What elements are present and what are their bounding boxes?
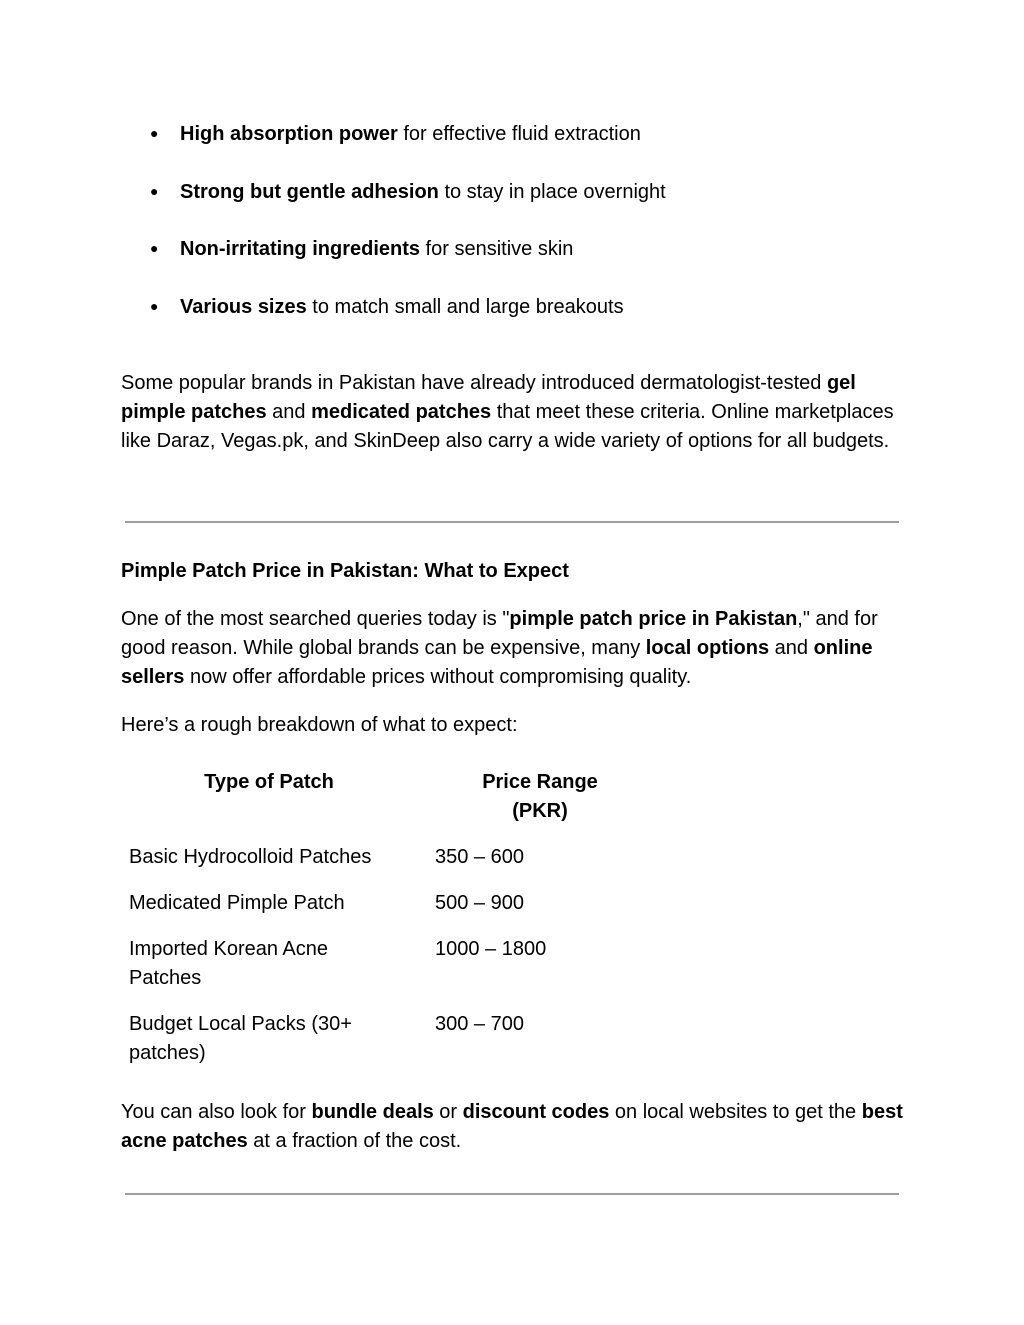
cell-price: 500 – 900 xyxy=(435,892,524,914)
section-heading: Pimple Patch Price in Pakistan: What to Expect xyxy=(121,560,569,582)
table-row xyxy=(121,843,645,889)
table-row xyxy=(121,1010,645,1085)
horizontal-divider xyxy=(125,1193,899,1195)
bullet-text xyxy=(180,120,641,148)
bullet-bold: Non-irritating ingredients xyxy=(180,238,420,260)
cell-price: 1000 – 1800 xyxy=(435,938,547,960)
column-header-type: Type of Patch xyxy=(204,771,334,793)
list-item xyxy=(150,235,930,293)
cell-price: 300 – 700 xyxy=(435,1013,524,1035)
cell-type: Medicated Pimple Patch xyxy=(129,892,345,914)
bullet-icon: ● xyxy=(150,297,159,314)
bullet-text xyxy=(180,178,666,206)
column-header-price: Price Range (PKR) xyxy=(482,771,598,822)
table-row xyxy=(121,889,645,935)
list-item xyxy=(150,293,930,351)
price-table xyxy=(121,768,645,1085)
bullet-rest: to stay in place overnight xyxy=(438,180,666,203)
bullet-text xyxy=(180,293,624,321)
bullet-rest: for effective fluid extraction xyxy=(397,123,641,145)
breakdown-intro: Here’s a rough breakdown of what to expect: xyxy=(121,714,518,736)
horizontal-divider xyxy=(125,521,899,523)
bullet-text xyxy=(180,235,573,263)
bullet-bold: Various sizes xyxy=(180,295,307,318)
cell-type: Budget Local Packs (30+ patches) xyxy=(129,1013,352,1064)
bullet-bold: Strong but gentle adhesion xyxy=(180,180,439,203)
bullet-rest: for sensitive skin xyxy=(420,238,574,260)
list-item xyxy=(150,178,930,236)
bullet-icon: ● xyxy=(150,125,159,141)
bullet-icon: ● xyxy=(150,240,159,256)
cell-price: 350 – 600 xyxy=(435,846,524,868)
bullet-icon: ● xyxy=(150,182,159,199)
bullet-bold: High absorption power xyxy=(180,123,398,145)
price-intro-paragraph: One of the most searched queries today is "pimple patch price in Pakistan," and for good reason. While global brands can be expensive, many local options and online sellers now offer affordable prices without compromising quality. xyxy=(121,608,878,688)
cell-type: Imported Korean Acne Patches xyxy=(129,938,329,989)
table-row xyxy=(121,935,645,1010)
table-header-row xyxy=(121,768,645,843)
bullet-rest: to match small and large breakouts xyxy=(306,295,624,318)
list-item xyxy=(150,120,930,178)
bundle-deals-paragraph: You can also look for bundle deals or discount codes on local websites to get the best acne patches at a fraction of the cost. xyxy=(121,1101,903,1152)
feature-bullet-list xyxy=(150,120,930,350)
brands-paragraph: Some popular brands in Pakistan have already introduced dermatologist-tested gel pimple patches and medicated patches that meet these criteria. Online marketplaces like Daraz, Vegas.pk, and SkinDeep also carry a wide variety of options for all budgets. xyxy=(121,372,894,452)
cell-type: Basic Hydrocolloid Patches xyxy=(129,846,372,868)
